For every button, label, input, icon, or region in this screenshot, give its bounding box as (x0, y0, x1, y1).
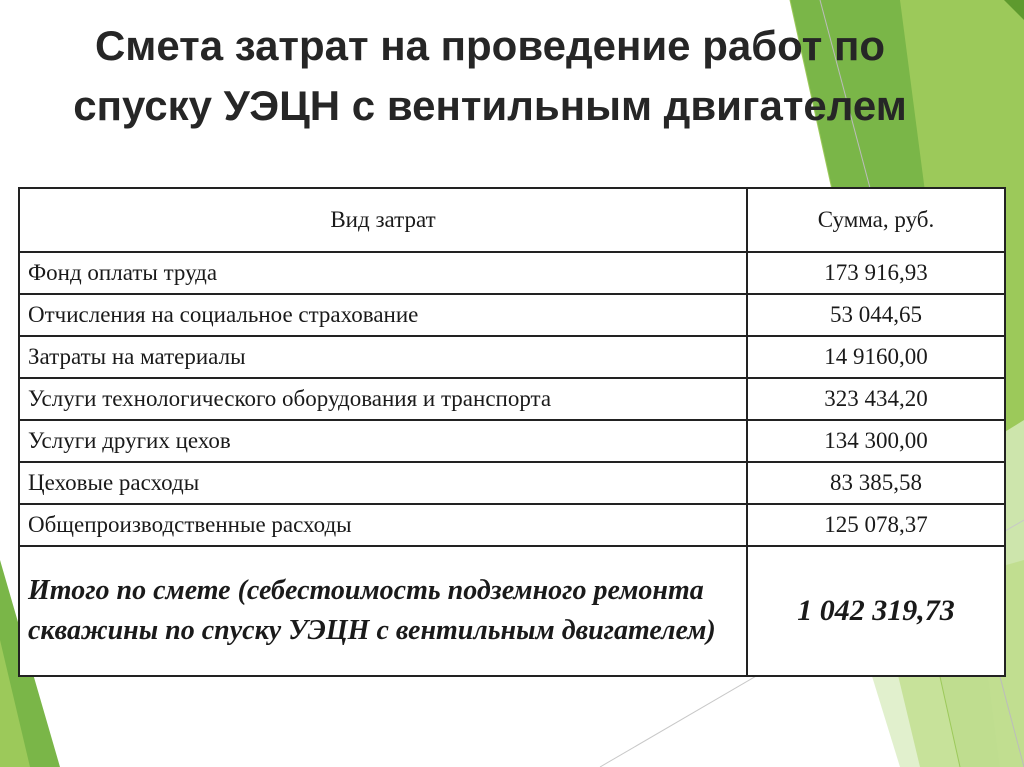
table-row (19, 420, 1005, 462)
cost-estimate-table (18, 187, 1006, 677)
table-header-row (19, 188, 1005, 252)
cost-sum-cell: 53 044,65 (747, 294, 1005, 336)
cost-name-cell: Цеховые расходы (19, 462, 747, 504)
table-row (19, 504, 1005, 546)
cost-sum-cell: 323 434,20 (747, 378, 1005, 420)
total-sum-cell: 1 042 319,73 (747, 546, 1005, 676)
cost-name-cell: Услуги технологического оборудования и транспорта (19, 378, 747, 420)
slide-title-line-1: Смета затрат на проведение работ по (94, 22, 886, 69)
table-row (19, 294, 1005, 336)
table-row (19, 378, 1005, 420)
cost-name-cell: Фонд оплаты труда (19, 252, 747, 294)
cost-name-cell: Общепроизводственные расходы (19, 504, 747, 546)
cost-name-cell: Отчисления на социальное страхование (19, 294, 747, 336)
cost-sum-cell: 14 9160,00 (747, 336, 1005, 378)
header-cost-type: Вид затрат (19, 188, 747, 252)
table-row (19, 462, 1005, 504)
total-label-cell: Итого по смете (себестоимость подземного ремонта скважины по спуску УЭЦН с вентильным двигателем) (19, 546, 747, 676)
table-row (19, 252, 1005, 294)
cost-name-cell: Затраты на материалы (19, 336, 747, 378)
cost-sum-cell: 173 916,93 (747, 252, 1005, 294)
cost-sum-cell: 134 300,00 (747, 420, 1005, 462)
cost-sum-cell: 125 078,37 (747, 504, 1005, 546)
table-row (19, 336, 1005, 378)
total-row (19, 546, 1005, 676)
slide-title-line-2: спуску УЭЦН с вентильным двигателем (73, 82, 907, 129)
header-sum: Сумма, руб. (747, 188, 1005, 252)
cost-name-cell: Услуги других цехов (19, 420, 747, 462)
cost-sum-cell: 83 385,58 (747, 462, 1005, 504)
slide-title (20, 16, 960, 136)
